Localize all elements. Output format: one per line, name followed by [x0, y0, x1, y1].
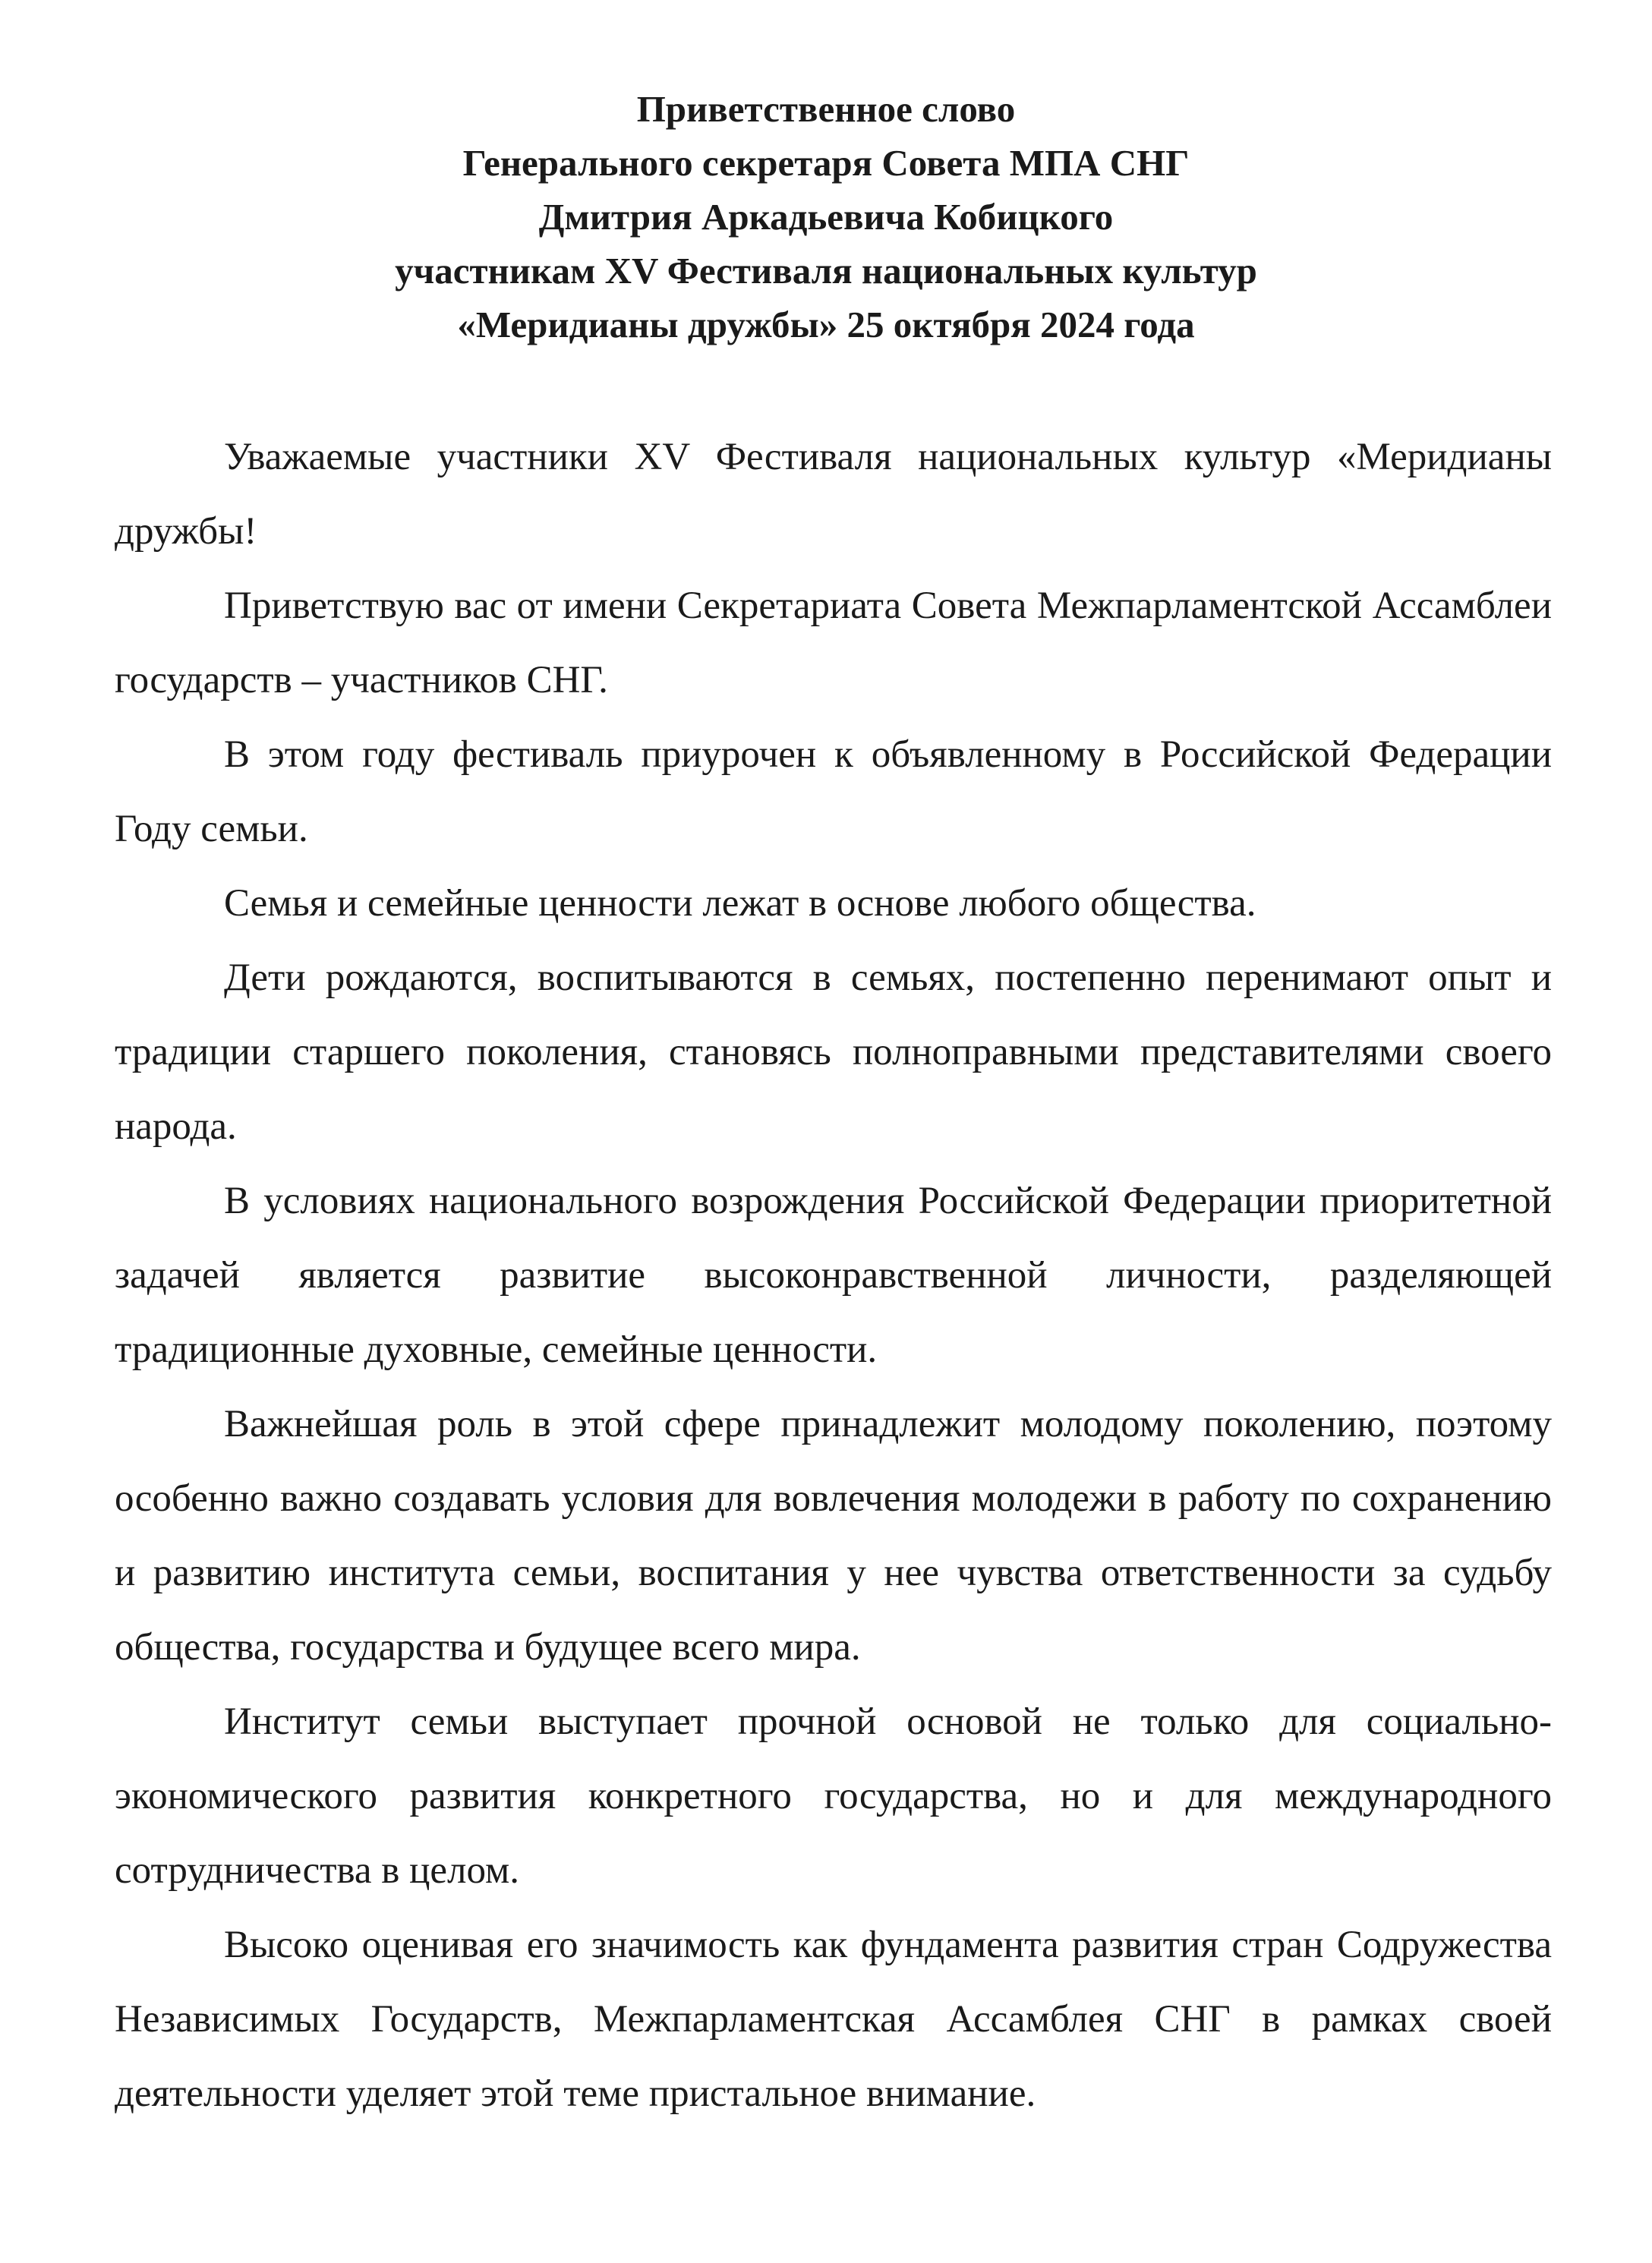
heading-line-1: Приветственное слово [636, 88, 1016, 130]
paragraph-2: В этом году фестиваль приурочен к объявленному в Российской Федерации Году семьи. [115, 733, 1552, 850]
paragraph-3: Семья и семейные ценности лежат в основе любого общества. [224, 882, 1256, 925]
document-body [115, 420, 1552, 2131]
paragraph-5: В условиях национального возрождения Российской Федерации приоритетной задачей является развитие высоконравственной личности, разделяющей традиционные духовные, семейные ценности. [115, 1180, 1552, 1371]
paragraph-7: Институт семьи выступает прочной основой не только для социально-экономического развития конкретного государства, но и для международного сотрудничества в целом. [115, 1700, 1552, 1892]
paragraph-6: Важнейшая роль в этой сфере принадлежит молодому поколению, поэтому особенно важно создавать условия для вовлечения молодежи в работу по сохранению и развитию института семьи, воспитания у нее чувства ответственности за судьбу общества, государства и будущее всего мира. [115, 1403, 1552, 1669]
paragraph-4: Дети рождаются, воспитываются в семьях, постепенно перенимают опыт и традиции старшего поколения, становясь полноправными представителями своего народа. [115, 957, 1552, 1148]
paragraph-8: Высоко оценивая его значимость как фундамента развития стран Содружества Независимых Государств, Межпарламентская Ассамблея СНГ в рамках своей деятельности уделяет этой теме пристальное внимание. [115, 1924, 1552, 2115]
paragraph-greeting: Уважаемые участники XV Фестиваля национальных культур «Меридианы дружбы! [115, 436, 1552, 553]
heading-line-3: Дмитрия Аркадьевича Кобицкого [538, 196, 1114, 238]
document-heading [114, 82, 1538, 351]
heading-line-5: «Меридианы дружбы» 25 октября 2024 года [457, 304, 1195, 345]
heading-line-2: Генерального секретаря Совета МПА СНГ [462, 142, 1190, 184]
heading-line-4: участникам XV Фестиваля национальных культур [395, 250, 1257, 292]
paragraph-1: Приветствую вас от имени Секретариата Совета Межпарламентской Ассамблеи государств – участников СНГ. [115, 585, 1552, 701]
